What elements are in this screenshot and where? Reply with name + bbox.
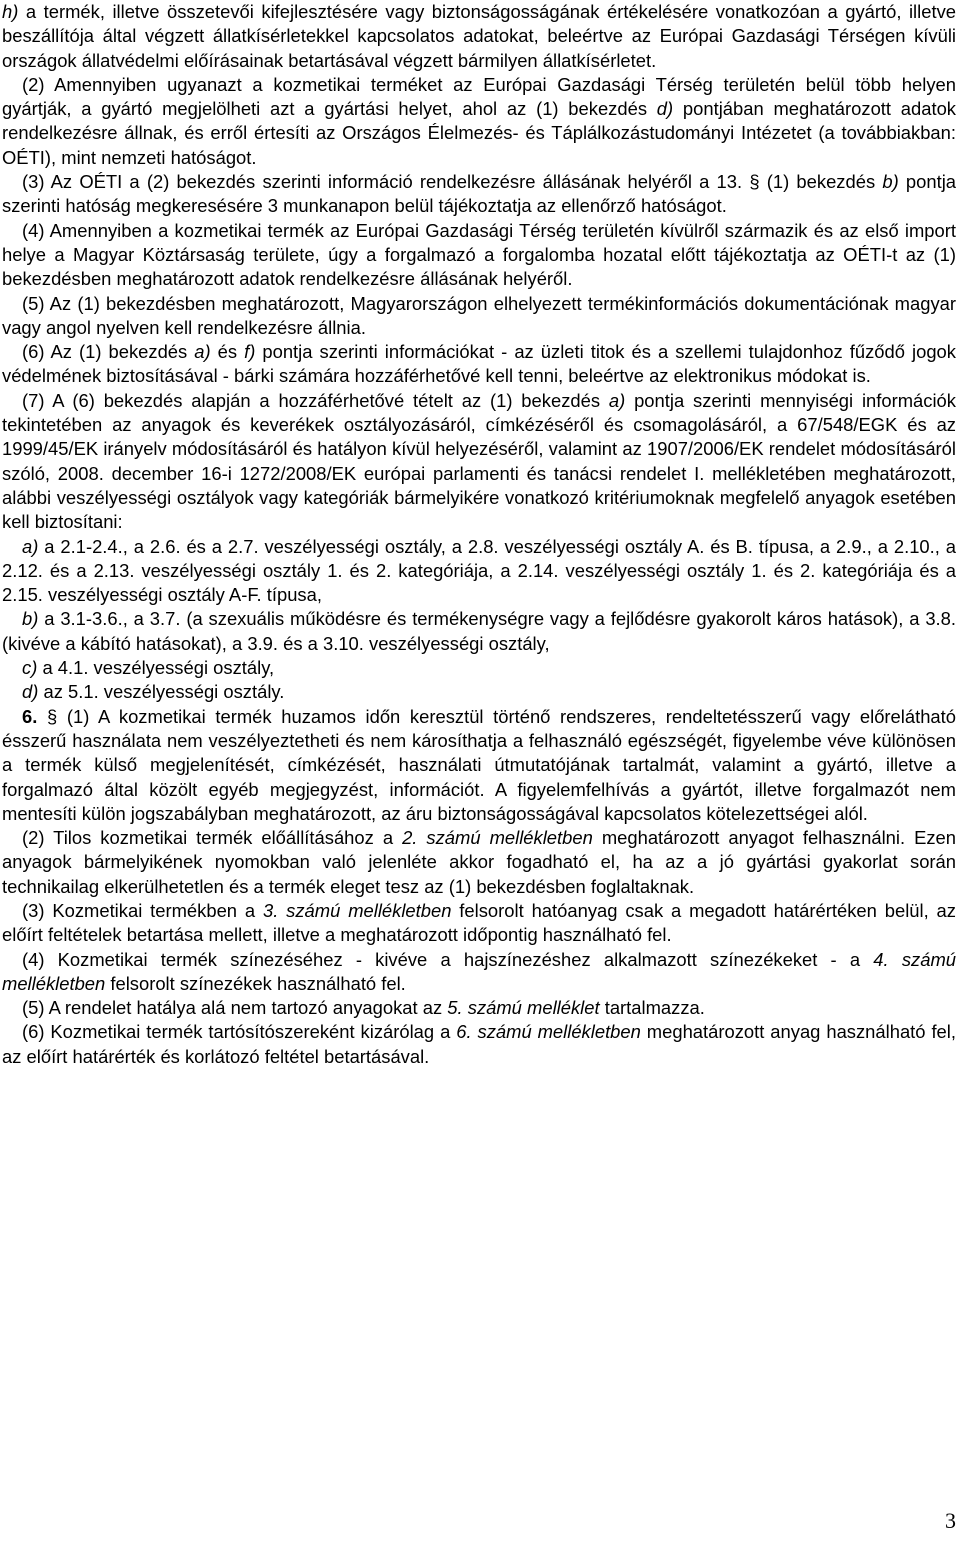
paragraph-3-text-c: pontja szerinti hatóság megkeresésére 3 munkanapon belül tájékoztatja az ellenőrző hatóságot.	[2, 171, 957, 217]
section-6-paragraph-4-text-a: (4) Kozmetikai termék színezéséhez - kivéve a hajszínezéshez alkalmazott színezékeket - a	[22, 948, 874, 970]
section-6-paragraph-6-text-a: (6) Kozmetikai termék tartósítószereként kizárólag a	[22, 1021, 457, 1043]
paragraph-7-text-b: pontja szerinti mennyiségi információk tekintetében az anyagok és keverékek osztályozásáról, címkézéséről és csomagolásáról, a 67/548/EGK és az 1999/45/EK irányelv módosításáról és hatályon kívül helyezéséről, valamint az 1907/2006/EK rendelet módosításáról szóló, 2008. december 16-i 1272/2008/EK európai parlamenti és tanácsi rendelet I. mellékletében meghatározott, alábbi veszélyességi osztályok vagy kategóriák bármelyikére vonatkozó kritériumoknak megfelelő anyagok esetében kell biztosítani:	[2, 389, 956, 533]
annex-6-ref: 6. számú mellékletben	[456, 1021, 641, 1043]
list-item-d-label: d)	[22, 681, 39, 703]
paragraph-4: (4) Amennyiben a kozmetikai termék az Európai Gazdasági Térség területén kívülről származik és az első import helye a Magyar Köztársaság területe, úgy a forgalmazó a forgalomba hozatal előtt tájékoztatja az OÉTI-t az (1) bekezdésben meghatározott adatok rendelkezésre állásának helyéről.	[2, 219, 956, 290]
list-item-b-text: a 3.1-3.6., a 3.7. (a szexuális működésre és termékenységre vagy a fejlődésre gyakorolt káros hatások), a 3.8. (kivéve a kábító hatásokat), a 3.9. és a 3.10. veszélyességi osztály,	[2, 608, 956, 654]
section-6-paragraph-6	[2, 1020, 956, 1069]
section-6-paragraph-1	[2, 705, 956, 826]
paragraph-h	[2, 0, 956, 73]
section-6-paragraph-2-text-b: meghatározott anyagot felhasználni. Ezen anyagok bármelyikének nyomokban való jelenléte akkor fogadható el, ha az a jó gyártási gyakorlat során technikailag elkerülhetetlen és a termék eleget tesz az (1) bekezdésben foglaltaknak.	[2, 827, 956, 897]
section-6-paragraph-3	[2, 899, 956, 948]
paragraph-7-ref: a)	[608, 389, 626, 411]
list-item-d	[2, 680, 956, 704]
section-6-paragraph-3-text-a: (3) Kozmetikai termékben a	[22, 899, 263, 921]
section-6-number: 6.	[22, 705, 38, 727]
section-sign: §	[749, 171, 760, 193]
paragraph-2-text-b: pontjában meghatározott adatok rendelkezésre állnak, és erről értesíti az Országos Élelmezés- és Táplálkozástudományi Intézetet (a továbbiakban: OÉTI), mint nemzeti hatóságot.	[2, 98, 956, 168]
paragraph-2-text-a: (2) Amennyiben ugyanazt a kozmetikai terméket az Európai Gazdasági Térség területén belül több helyen gyártják, a gyártó megjelölheti azt a gyártási helyet, ahol az (1) bekezdés	[2, 73, 956, 120]
paragraph-2	[2, 73, 956, 170]
list-item-b-label: b)	[22, 608, 39, 630]
section-sign: §	[47, 705, 58, 727]
paragraph-3-text-a: (3) Az OÉTI a (2) bekezdés szerinti információ rendelkezésre állásának helyéről a 13.	[22, 171, 750, 193]
paragraph-6-text-c: pontja szerinti információkat - az üzleti titok és a szellemi tulajdonhoz fűződő jogok védelmének biztosításával - bárki számára hozzáférhetővé kell tenni, beleértve az elektronikus módokat is.	[2, 341, 956, 387]
paragraph-3	[2, 170, 956, 219]
paragraph-6-text-b: és	[210, 341, 245, 363]
paragraph-7	[2, 389, 956, 535]
list-item-a	[2, 535, 956, 608]
section-6-paragraph-4	[2, 948, 956, 997]
list-item-d-text: az 5.1. veszélyességi osztály.	[38, 681, 285, 703]
annex-2-ref: 2. számú mellékletben	[402, 827, 593, 849]
paragraph-h-text: a termék, illetve összetevői kifejlesztésére vagy biztonságosságának értékelésére vonatkozóan a gyártó, illetve beszállítója által végzett állatkísérletekkel kapcsolatos adatokat, beleértve az Európai Gazdasági Térségen kívüli országok állatvédelmi előírásainak betartásával végzett bármilyen állatkísérletet.	[2, 1, 956, 71]
section-6-paragraph-1-text: (1) A kozmetikai termék huzamos időn keresztül történő rendszeres, rendeltetésszerű vagy előrelátható ésszerű használata nem veszélyeztetheti és nem károsíthatja a felhasználó egészségét, figyelembe véve különösen a termék külső megjelenítését, címkézését, használati útmutatójának tartalmát, valamint a gyártó, illetve a forgalmazó által közölt egyéb megjegyzést, információt. A figyelemfelhívás a gyártót, illetve forgalmazót nem mentesíti külön jogszabályban meghatározott, az áru biztonságosságával kapcsolatos kötelezettségei alól.	[2, 705, 956, 824]
paragraph-2-ref: d)	[656, 98, 674, 120]
list-item-c	[2, 656, 956, 680]
section-6-paragraph-6-text-b: meghatározott anyag használható fel, az előírt határérték és korlátozó feltétel betartásával.	[2, 1021, 956, 1067]
section-6-paragraph-3-text-b: felsorolt hatóanyag csak a megadott határértéken belül, az előírt feltételek betartása mellett, illetve a meghatározott időpontig használható fel.	[2, 899, 956, 946]
section-6-paragraph-5-text-a: (5) A rendelet hatálya alá nem tartozó anyagokat az	[22, 997, 448, 1019]
section-6-paragraph-5	[2, 996, 956, 1020]
annex-3-ref: 3. számú mellékletben	[262, 899, 452, 921]
section-6-paragraph-2-text-a: (2) Tilos kozmetikai termék előállításához a	[22, 827, 403, 849]
paragraph-3-ref: b)	[882, 171, 899, 193]
page-number: 3	[945, 1508, 956, 1533]
paragraph-7-text-a: (7) A (6) bekezdés alapján a hozzáférhetővé tételt az (1) bekezdés	[22, 389, 609, 411]
paragraph-6-text-a: (6) Az (1) bekezdés	[22, 341, 195, 363]
paragraph-5: (5) Az (1) bekezdésben meghatározott, Magyarországon elhelyezett termékinformációs dokumentációnak magyar vagy angol nyelven kell rendelkezésre állnia.	[2, 292, 956, 338]
item-label-h: h)	[2, 1, 19, 22]
list-item-b	[2, 607, 956, 656]
paragraph-3-text-b: (1) bekezdés	[759, 171, 883, 193]
list-item-a-label: a)	[22, 535, 39, 557]
paragraph-6	[2, 340, 956, 389]
section-6-paragraph-5-text-b: tartalmazza.	[599, 997, 705, 1019]
section-6-paragraph-4-text-b: felsorolt színezékek használható fel.	[105, 972, 406, 994]
paragraph-6-ref-f: f)	[244, 341, 256, 363]
paragraph-6-ref-a: a)	[194, 341, 211, 363]
list-item-c-label: c)	[22, 657, 38, 679]
annex-4-ref: 4. számú mellékletben	[2, 948, 956, 994]
annex-5-ref: 5. számú melléklet	[447, 997, 600, 1019]
list-item-a-text: a 2.1-2.4., a 2.6. és a 2.7. veszélyességi osztály, a 2.8. veszélyességi osztály A. és B. típusa, a 2.9., a 2.10., a 2.12. és a 2.13. veszélyességi osztály 1. és 2. kategóriája, a 2.14. veszélyességi osztály 1. és 2. kategóriája és a 2.15. veszélyességi osztály A-F. típusa,	[2, 535, 956, 606]
list-item-c-text: a 4.1. veszélyességi osztály,	[37, 657, 275, 679]
section-6-paragraph-2	[2, 826, 956, 899]
